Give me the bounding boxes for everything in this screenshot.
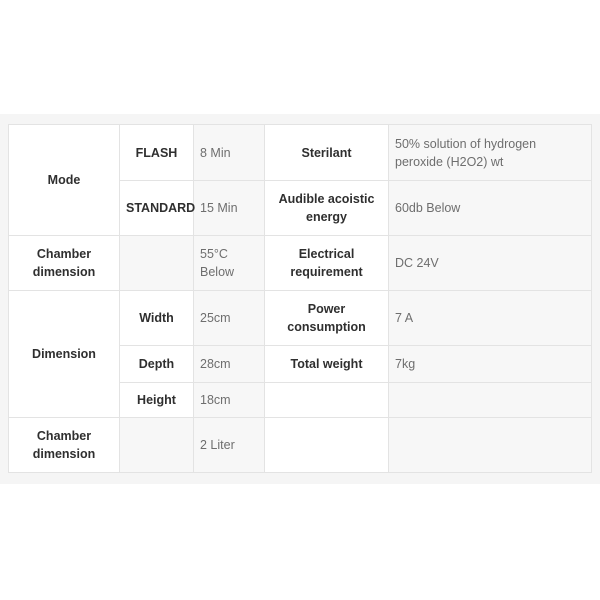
chamber-dimension-label: Chamber dimension [9, 236, 120, 291]
spec-table [8, 124, 592, 473]
power-value: 7 A [389, 291, 592, 346]
power-label: Power consumption [265, 291, 389, 346]
total-weight-value: 7kg [389, 346, 592, 383]
electrical-label: Electrical requirement [265, 236, 389, 291]
electrical-value: DC 24V [389, 236, 592, 291]
empty-cell [120, 236, 194, 291]
sterilant-value: 50% solution of hydrogen peroxide (H2O2) wt [389, 125, 592, 181]
mode-label: Mode [9, 125, 120, 236]
table-row [9, 291, 592, 346]
sterilant-label: Sterilant [265, 125, 389, 181]
audible-label: Audible acoistic energy [265, 181, 389, 236]
audible-value: 60db Below [389, 181, 592, 236]
chamber-temp-value: 55°C Below [194, 236, 265, 291]
empty-cell [389, 418, 592, 473]
table-row [9, 418, 592, 473]
table-row [9, 236, 592, 291]
standard-value: 15 Min [194, 181, 265, 236]
empty-cell [120, 418, 194, 473]
standard-label: STANDARD [120, 181, 194, 236]
width-label: Width [120, 291, 194, 346]
empty-cell [265, 418, 389, 473]
depth-label: Depth [120, 346, 194, 383]
height-label: Height [120, 383, 194, 418]
flash-label: FLASH [120, 125, 194, 181]
width-value: 25cm [194, 291, 265, 346]
empty-cell [389, 383, 592, 418]
depth-value: 28cm [194, 346, 265, 383]
total-weight-label: Total weight [265, 346, 389, 383]
chamber-dimension-label-2: Chamber dimension [9, 418, 120, 473]
flash-value: 8 Min [194, 125, 265, 181]
empty-cell [265, 383, 389, 418]
height-value: 18cm [194, 383, 265, 418]
table-row [9, 125, 592, 181]
dimension-label: Dimension [9, 291, 120, 418]
chamber-volume-value: 2 Liter [194, 418, 265, 473]
